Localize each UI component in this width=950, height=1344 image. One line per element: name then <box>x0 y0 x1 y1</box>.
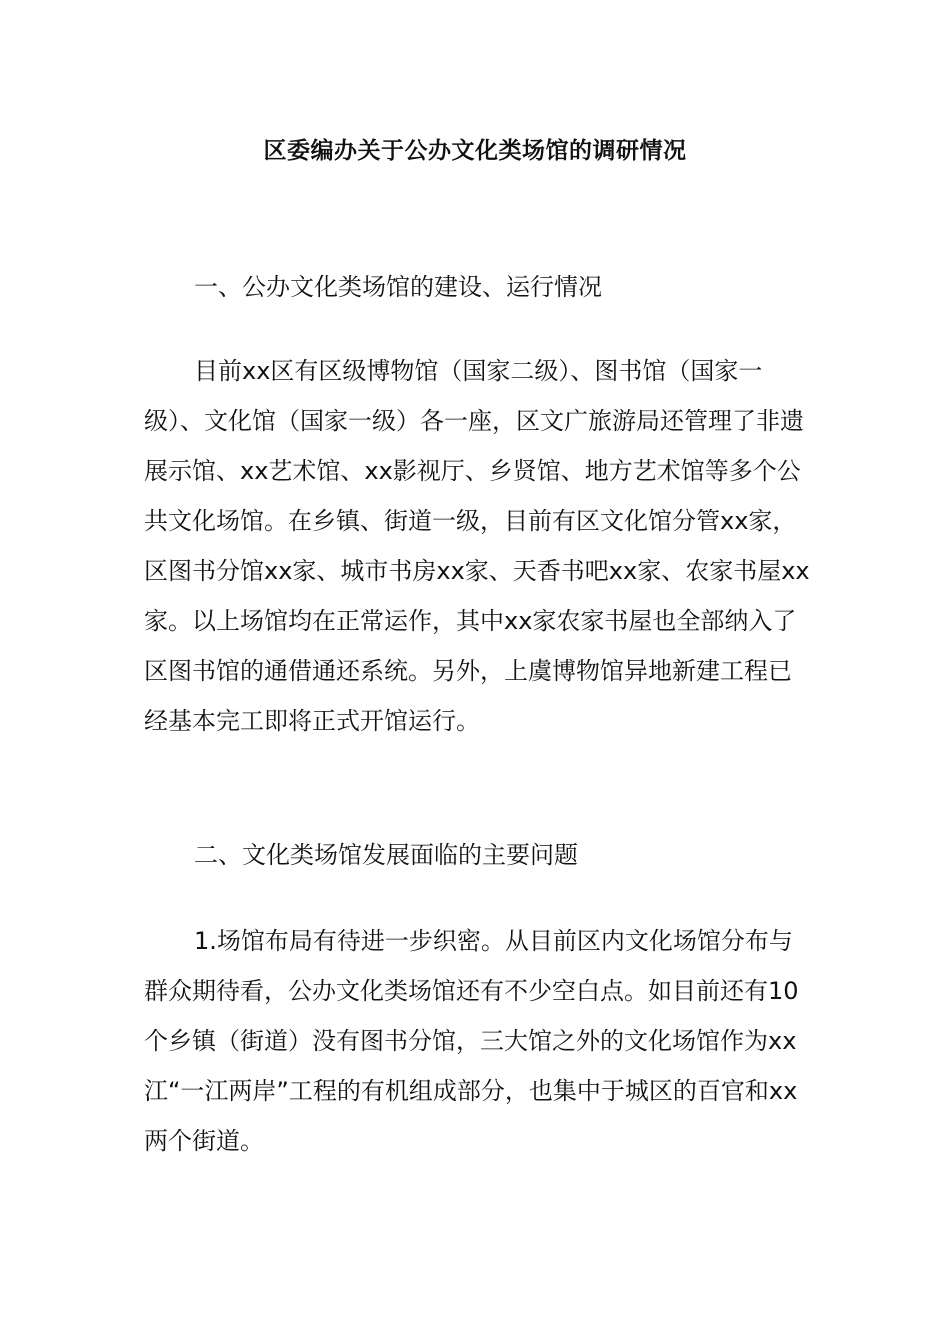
paragraph-construction-status: 目前xx区有区级博物馆（国家二级）、图书馆（国家一级）、文化馆（国家一级）各一座，区文广旅游局还管理了非遗展示馆、xx艺术馆、xx影视厅、乡贤馆、地方艺术馆等多个公共文化场馆。在乡镇、街道一级，目前有区文化馆分管xx家，区图书分馆xx家、城市书房xx家、天香书吧xx家、农家书屋xx家。以上场馆均在正常运作，其中xx家农家书屋也全部纳入了区图书馆的通借通还系统。另外，上虞博物馆异地新建工程已经基本完工即将正式开馆运行。 <box>144 357 810 735</box>
section-heading-problems: 二、文化类场馆发展面临的主要问题 <box>194 841 578 869</box>
section-heading-construction: 一、公办文化类场馆的建设、运行情况 <box>194 273 602 301</box>
paragraph-venue-layout: 1.场馆布局有待进一步织密。从目前区内文化场馆分布与群众期待看，公办文化类场馆还有不少空白点。如目前还有10个乡镇（街道）没有图书分馆，三大馆之外的文化场馆作为xx江“一江两岸”工程的有机组成部分，也集中于城区的百官和xx两个街道。 <box>144 927 799 1155</box>
document-title: 区委编办关于公办文化类场馆的调研情况 <box>263 138 687 164</box>
